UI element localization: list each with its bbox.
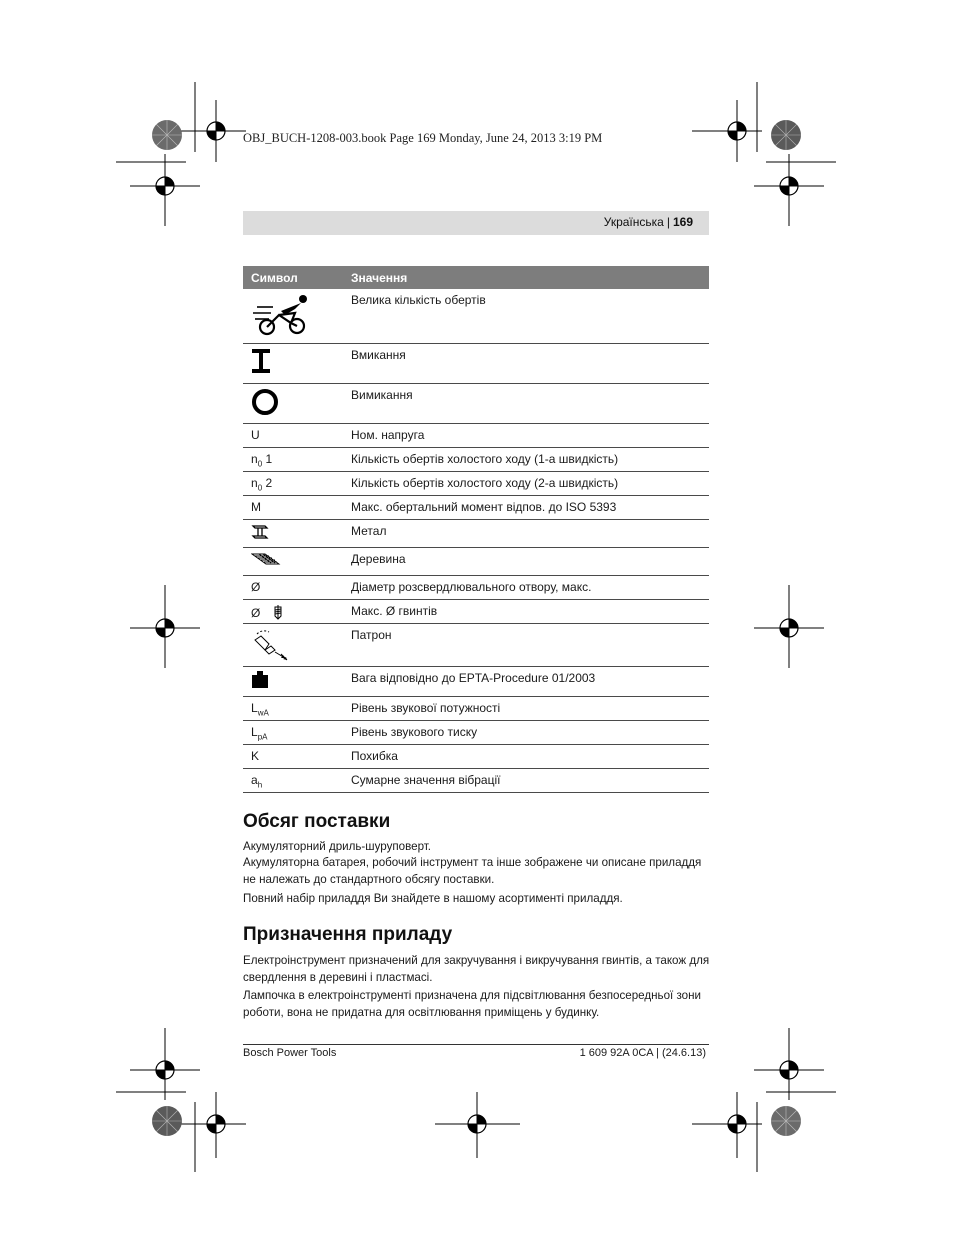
symbol-suffix: 1: [262, 451, 273, 466]
symbol-subscript: 0: [257, 482, 263, 492]
symbol-text: L: [251, 724, 258, 739]
intended-use-paragraph-1: Електроінструмент призначений для закручування і викручування гвинтів, а також для свердлення в деревині і пластмасі.: [243, 954, 710, 984]
symbol-cell: [243, 720, 343, 744]
meaning-cell: Діаметр розсвердлювального отвору, макс.: [343, 575, 709, 599]
table-row: [243, 744, 709, 768]
book-slug-line: OBJ_BUCH-1208-003.book Page 169 Monday, June 24, 2013 3:19 PM: [243, 131, 603, 145]
symbol-text: n: [251, 475, 258, 490]
chuck-icon: [251, 628, 291, 662]
meaning-cell: Рівень звукового тиску: [343, 720, 709, 744]
table-row: [243, 343, 709, 383]
symbol-text: n: [251, 451, 258, 466]
meaning-cell: Рівень звукової потужності: [343, 696, 709, 720]
table-row: [243, 495, 709, 519]
on-switch-icon: [251, 348, 271, 374]
delivery-paragraph-3: Повний набір приладдя Ви знайдете в нашому асортименті приладдя.: [243, 892, 623, 905]
symbol-subscript: pA: [257, 731, 268, 741]
screw-icon: [272, 604, 284, 620]
column-header-symbol: Символ: [243, 266, 343, 289]
symbol-text: L: [251, 700, 258, 715]
meaning-cell: Макс. Ø гвинтів: [343, 599, 709, 623]
symbol-cell: K: [243, 744, 343, 768]
header-language: Українська: [603, 215, 664, 229]
symbol-cell: [243, 696, 343, 720]
symbol-cell: [243, 599, 343, 623]
table-row: [243, 623, 709, 666]
table-row: [243, 471, 709, 495]
meaning-cell: Кількість обертів холостого ходу (1-а швидкість): [343, 447, 709, 471]
symbol-cell: [243, 471, 343, 495]
table-row: [243, 289, 709, 343]
column-header-meaning: Значення: [343, 266, 709, 289]
symbols-table: [243, 266, 709, 793]
symbol-text: Ø: [251, 605, 261, 620]
footer-divider: [243, 1044, 709, 1045]
symbol-cell: [243, 447, 343, 471]
page-number: 169: [672, 215, 693, 229]
symbol-cell: Ø: [243, 575, 343, 599]
meaning-cell: Сумарне значення вібрації: [343, 768, 709, 792]
delivery-paragraph-2: Акумуляторна батарея, робочий інструмент та інше зображене чи описане приладдя не належать до стандартного обсягу поставки.: [243, 856, 702, 886]
footer-brand: Bosch Power Tools: [243, 1047, 337, 1059]
symbol-text: a: [251, 772, 258, 787]
metal-icon: [251, 524, 269, 540]
table-row: [243, 383, 709, 423]
header-separator: |: [666, 215, 670, 229]
table-row: [243, 547, 709, 575]
meaning-cell: Вага відповідно до EPTA-Procedure 01/2003: [343, 666, 709, 696]
footer-doc-number: 1 609 92A 0CA | (24.6.13): [579, 1047, 706, 1059]
page-header-bar: [243, 211, 709, 235]
symbol-subscript: 0: [257, 458, 263, 468]
weight-icon: [251, 671, 269, 689]
table-row: [243, 423, 709, 447]
meaning-cell: Кількість обертів холостого ходу (2-а швидкість): [343, 471, 709, 495]
symbol-subscript: wA: [257, 707, 269, 717]
section-heading-intended-use: Призначення приладу: [243, 924, 453, 945]
meaning-cell: Велика кількість обертів: [343, 289, 709, 343]
page-header: [604, 215, 693, 229]
table-row: [243, 768, 709, 792]
table-row: [243, 447, 709, 471]
symbol-suffix: 2: [262, 475, 273, 490]
intended-use-paragraph-2: Лампочка в електроінструменті призначена для підсвітлювання безпосередньої зони роботи, вона не придатна для освітлювання приміщень у будинку.: [243, 989, 701, 1019]
table-header-row: [243, 266, 709, 289]
symbol-cell: M: [243, 495, 343, 519]
meaning-cell: Похибка: [343, 744, 709, 768]
meaning-cell: Деревина: [343, 547, 709, 575]
symbol-subscript: h: [257, 779, 263, 789]
symbol-cell: [243, 768, 343, 792]
meaning-cell: Макс. обертальний момент відпов. до ISO 5393: [343, 495, 709, 519]
wood-icon: [251, 552, 281, 566]
section-heading-delivery: Обсяг поставки: [243, 811, 391, 832]
meaning-cell: Вмикання: [343, 343, 709, 383]
meaning-cell: Вимикання: [343, 383, 709, 423]
table-row: [243, 666, 709, 696]
meaning-cell: Метал: [343, 519, 709, 547]
off-switch-icon: [251, 388, 279, 416]
meaning-cell: Ном. напруга: [343, 423, 709, 447]
delivery-paragraph-1: Акумуляторний дриль-шуруповерт.: [243, 840, 432, 853]
meaning-cell: Патрон: [343, 623, 709, 666]
high-speed-cyclist-icon: [251, 293, 313, 337]
table-row: [243, 599, 709, 623]
table-row: [243, 575, 709, 599]
table-row: [243, 720, 709, 744]
table-row: [243, 519, 709, 547]
symbol-cell: U: [243, 423, 343, 447]
table-row: [243, 696, 709, 720]
